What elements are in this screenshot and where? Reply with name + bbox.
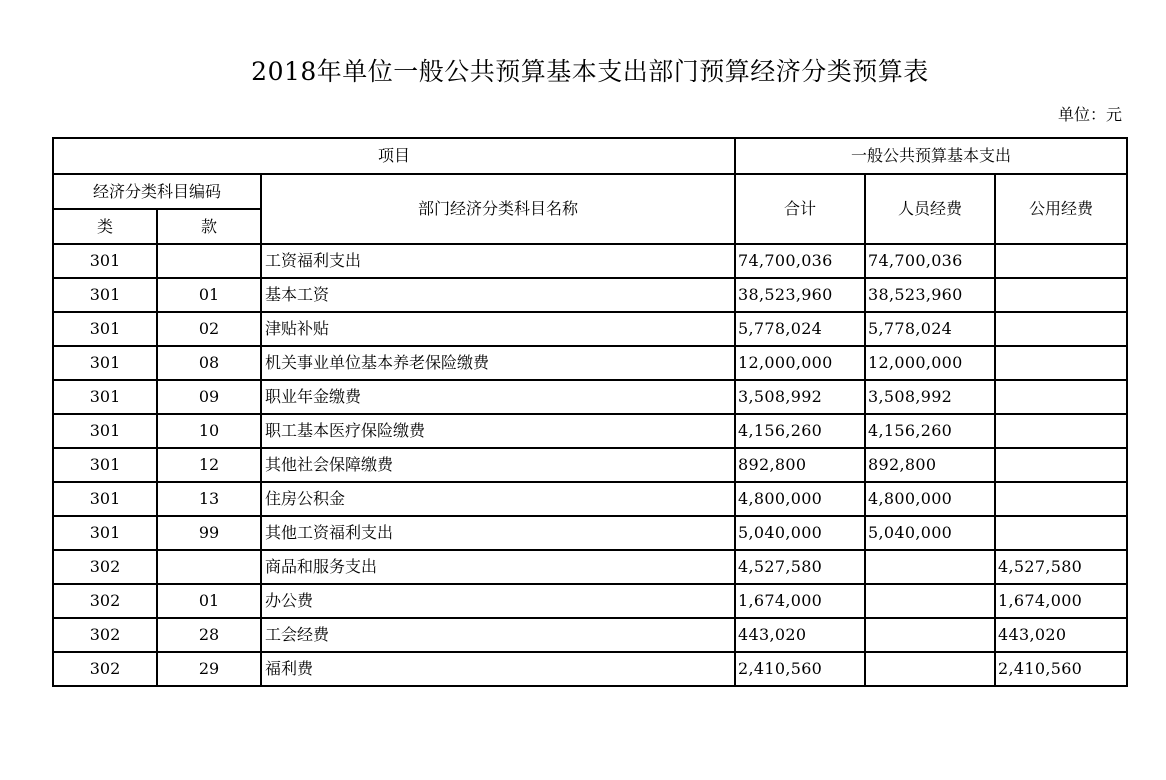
cell-category: 301: [53, 346, 157, 380]
cell-personnel: [865, 550, 995, 584]
cell-name: 职工基本医疗保险缴费: [261, 414, 735, 448]
cell-category: 301: [53, 278, 157, 312]
table-row: [53, 346, 1127, 380]
cell-total: 4,800,000: [735, 482, 865, 516]
cell-category: 302: [53, 618, 157, 652]
cell-total: 74,700,036: [735, 244, 865, 278]
header-category: 类: [53, 209, 157, 244]
cell-item: 28: [157, 618, 261, 652]
table-row: [53, 312, 1127, 346]
cell-item: 29: [157, 652, 261, 686]
cell-item: 10: [157, 414, 261, 448]
table-row: [53, 380, 1127, 414]
cell-total: 443,020: [735, 618, 865, 652]
cell-total: 4,156,260: [735, 414, 865, 448]
cell-personnel: 5,040,000: [865, 516, 995, 550]
cell-public: 1,674,000: [995, 584, 1127, 618]
header-name: 部门经济分类科目名称: [261, 174, 735, 244]
cell-public: [995, 244, 1127, 278]
cell-category: 301: [53, 448, 157, 482]
budget-table: [52, 137, 1128, 687]
cell-item: [157, 244, 261, 278]
cell-item: 08: [157, 346, 261, 380]
cell-name: 津贴补贴: [261, 312, 735, 346]
cell-category: 301: [53, 244, 157, 278]
cell-personnel: [865, 618, 995, 652]
cell-item: 01: [157, 278, 261, 312]
table-row: [53, 584, 1127, 618]
cell-name: 基本工资: [261, 278, 735, 312]
cell-total: 2,410,560: [735, 652, 865, 686]
cell-personnel: 5,778,024: [865, 312, 995, 346]
table-row: [53, 278, 1127, 312]
table-row: [53, 414, 1127, 448]
cell-name: 机关事业单位基本养老保险缴费: [261, 346, 735, 380]
cell-public: [995, 482, 1127, 516]
cell-item: 99: [157, 516, 261, 550]
cell-category: 302: [53, 550, 157, 584]
cell-category: 301: [53, 516, 157, 550]
table-row: [53, 482, 1127, 516]
table-row: [53, 618, 1127, 652]
table-row: [53, 448, 1127, 482]
cell-name: 商品和服务支出: [261, 550, 735, 584]
cell-personnel: 4,156,260: [865, 414, 995, 448]
cell-name: 工会经费: [261, 618, 735, 652]
cell-item: [157, 550, 261, 584]
cell-item: 01: [157, 584, 261, 618]
cell-public: [995, 278, 1127, 312]
cell-public: 443,020: [995, 618, 1127, 652]
header-personnel: 人员经费: [865, 174, 995, 244]
cell-personnel: 3,508,992: [865, 380, 995, 414]
cell-personnel: [865, 584, 995, 618]
header-item: 款: [157, 209, 261, 244]
header-row-1: [53, 138, 1127, 174]
cell-total: 12,000,000: [735, 346, 865, 380]
cell-name: 工资福利支出: [261, 244, 735, 278]
cell-public: [995, 312, 1127, 346]
cell-public: [995, 448, 1127, 482]
cell-personnel: 38,523,960: [865, 278, 995, 312]
cell-name: 其他工资福利支出: [261, 516, 735, 550]
cell-total: 4,527,580: [735, 550, 865, 584]
cell-personnel: [865, 652, 995, 686]
cell-name: 福利费: [261, 652, 735, 686]
cell-name: 其他社会保障缴费: [261, 448, 735, 482]
table-row: [53, 550, 1127, 584]
cell-item: 09: [157, 380, 261, 414]
header-row-2: [53, 174, 1127, 209]
cell-name: 职业年金缴费: [261, 380, 735, 414]
cell-public: 2,410,560: [995, 652, 1127, 686]
cell-category: 301: [53, 312, 157, 346]
table-row: [53, 244, 1127, 278]
cell-total: 3,508,992: [735, 380, 865, 414]
cell-category: 301: [53, 380, 157, 414]
cell-category: 302: [53, 652, 157, 686]
cell-name: 办公费: [261, 584, 735, 618]
table-row: [53, 652, 1127, 686]
cell-personnel: 892,800: [865, 448, 995, 482]
cell-total: 38,523,960: [735, 278, 865, 312]
cell-public: [995, 346, 1127, 380]
cell-item: 12: [157, 448, 261, 482]
header-econ-code: 经济分类科目编码: [53, 174, 261, 209]
cell-personnel: 74,700,036: [865, 244, 995, 278]
cell-total: 892,800: [735, 448, 865, 482]
cell-category: 301: [53, 414, 157, 448]
header-project: 项目: [53, 138, 735, 174]
cell-public: 4,527,580: [995, 550, 1127, 584]
cell-public: [995, 380, 1127, 414]
cell-total: 1,674,000: [735, 584, 865, 618]
table-row: [53, 516, 1127, 550]
cell-item: 02: [157, 312, 261, 346]
cell-public: [995, 516, 1127, 550]
cell-item: 13: [157, 482, 261, 516]
header-general-budget: 一般公共预算基本支出: [735, 138, 1127, 174]
cell-category: 302: [53, 584, 157, 618]
cell-public: [995, 414, 1127, 448]
cell-category: 301: [53, 482, 157, 516]
page-title: 2018年单位一般公共预算基本支出部门预算经济分类预算表: [251, 57, 929, 86]
header-total: 合计: [735, 174, 865, 244]
unit-label: 单位：元: [1057, 105, 1122, 124]
cell-total: 5,778,024: [735, 312, 865, 346]
cell-name: 住房公积金: [261, 482, 735, 516]
cell-personnel: 4,800,000: [865, 482, 995, 516]
cell-total: 5,040,000: [735, 516, 865, 550]
header-public: 公用经费: [995, 174, 1127, 244]
cell-personnel: 12,000,000: [865, 346, 995, 380]
